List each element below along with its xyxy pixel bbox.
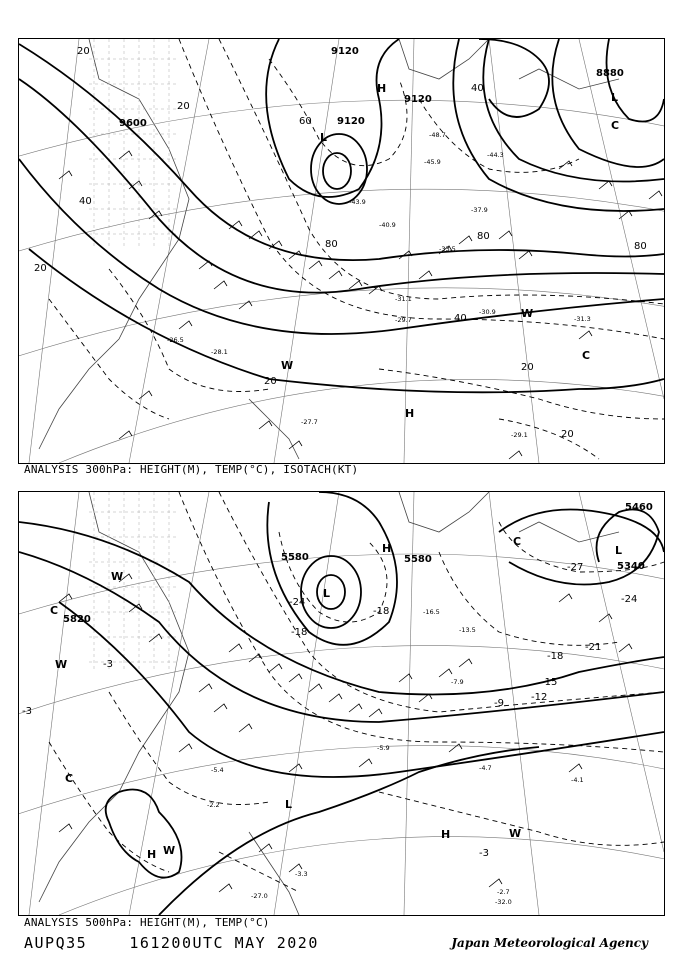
low-center: L — [611, 91, 619, 104]
temp-sample: -32.0 — [495, 898, 512, 906]
map-300hpa-svg — [19, 39, 664, 463]
temp-sample: -2.7 — [497, 888, 510, 896]
height-label: 9600 — [119, 118, 147, 129]
caption-500hpa: ANALYSIS 500hPa: HEIGHT(M), TEMP(°C) — [24, 916, 270, 929]
isotach-label: 80 — [477, 231, 490, 242]
isotach-label: 40 — [471, 83, 484, 94]
cold-center: C — [513, 535, 522, 548]
isotherm-label: -24 — [621, 594, 638, 605]
agency-name: Japan Meteorological Agency — [451, 936, 648, 950]
isotach-label: 60 — [299, 116, 312, 127]
high-center: H — [382, 542, 392, 555]
temp-sample: -27.0 — [251, 892, 268, 900]
warm-center: W — [281, 359, 294, 372]
temp-sample: -27.7 — [301, 418, 318, 426]
height-label: 5580 — [404, 554, 432, 565]
analysis-500hpa-map — [18, 491, 665, 916]
temp-sample: -31.3 — [574, 315, 591, 323]
isotach-labels — [34, 46, 647, 440]
height-label: 8880 — [596, 68, 624, 79]
cold-center: C — [611, 119, 620, 132]
warm-center: W — [55, 658, 68, 671]
high-center: H — [441, 828, 451, 841]
product-code: AUPQ35 — [24, 934, 88, 952]
cold-center: C — [50, 604, 59, 617]
temp-sample: -31.1 — [395, 295, 412, 303]
isotherm-label: -18 — [291, 627, 308, 638]
temp-sample: -48.7 — [429, 131, 446, 139]
height-label: 5580 — [281, 552, 309, 563]
isotherm-label: -21 — [585, 642, 602, 653]
isotach-label: 80 — [325, 239, 338, 250]
valid-time: 161200UTC MAY 2020 — [129, 934, 319, 952]
temp-sample: -5.4 — [211, 766, 224, 774]
isotherm-label: -24 — [289, 597, 306, 608]
temp-sample: -2.2 — [207, 801, 220, 809]
high-center: H — [377, 82, 387, 95]
temp-sample: -37.9 — [471, 206, 488, 214]
high-center: H — [405, 407, 415, 420]
isotherm-label: -15 — [541, 677, 558, 688]
temperature-samples — [207, 608, 584, 906]
isotach-label: 20 — [77, 46, 90, 57]
height-contours — [19, 39, 664, 392]
height-label: 5340 — [617, 561, 645, 572]
isotherm-label: -3 — [479, 848, 489, 859]
temp-sample: -29.1 — [511, 431, 528, 439]
temp-sample: -5.9 — [377, 744, 390, 752]
isotach-label: 40 — [79, 196, 92, 207]
isotherm-label: -27 — [567, 562, 584, 573]
product-footer — [24, 934, 319, 952]
analysis-300hpa-map — [18, 38, 665, 464]
temp-sample: -4.1 — [571, 776, 584, 784]
warm-center: W — [111, 570, 124, 583]
temp-sample: -33.5 — [439, 245, 456, 253]
caption-300hpa: ANALYSIS 300hPa: HEIGHT(M), TEMP(°C), ISOTACH(KT) — [24, 463, 359, 476]
isotach-label: 20 — [521, 362, 534, 373]
temp-sample: -28.1 — [211, 348, 228, 356]
temp-sample: -43.9 — [349, 198, 366, 206]
isotherm-label: -18 — [373, 606, 390, 617]
height-label: 5460 — [625, 502, 653, 513]
isotherm-labels — [22, 562, 637, 859]
isotherm-label: -3 — [103, 659, 113, 670]
temp-sample: -3.3 — [295, 870, 308, 878]
temp-sample: -4.7 — [479, 764, 492, 772]
low-center: L — [320, 131, 328, 144]
isotach-label: 20 — [264, 376, 277, 387]
temp-sample: -13.5 — [459, 626, 476, 634]
height-label: 9120 — [331, 46, 359, 57]
isotach-label: 20 — [34, 263, 47, 274]
isotach-label: 80 — [634, 241, 647, 252]
isotherm-label: -18 — [547, 651, 564, 662]
temp-sample: -30.9 — [479, 308, 496, 316]
isotherms — [49, 492, 664, 892]
temp-sample: -45.9 — [424, 158, 441, 166]
cold-center: C — [582, 349, 591, 362]
temp-sample: -16.5 — [423, 608, 440, 616]
low-center: L — [285, 798, 293, 811]
low-center: L — [323, 587, 331, 600]
temp-sample: -26.5 — [167, 336, 184, 344]
warm-center: W — [163, 844, 176, 857]
height-label: 9120 — [337, 116, 365, 127]
height-label: 5820 — [63, 614, 91, 625]
isotach-label: 20 — [177, 101, 190, 112]
hatched-region — [89, 39, 179, 249]
warm-center: W — [509, 827, 522, 840]
latlon-grid — [19, 39, 664, 463]
isotach-label: 40 — [454, 313, 467, 324]
cold-center: C — [65, 772, 74, 785]
low-center: L — [615, 544, 623, 557]
map-500hpa-svg — [19, 492, 664, 915]
isotach-label: 20 — [561, 429, 574, 440]
temp-sample: -7.9 — [451, 678, 464, 686]
temperature-samples — [167, 131, 591, 439]
height-label: 9120 — [404, 94, 432, 105]
isotherm-label: -12 — [531, 692, 548, 703]
temp-sample: -40.9 — [379, 221, 396, 229]
temp-sample: -29.7 — [395, 316, 412, 324]
warm-center: W — [521, 307, 534, 320]
temp-sample: -44.3 — [487, 151, 504, 159]
isotherm-label: -9 — [494, 698, 504, 709]
high-center: H — [147, 848, 157, 861]
hatched-region — [89, 492, 179, 672]
isotherm-label: -3 — [22, 706, 32, 717]
